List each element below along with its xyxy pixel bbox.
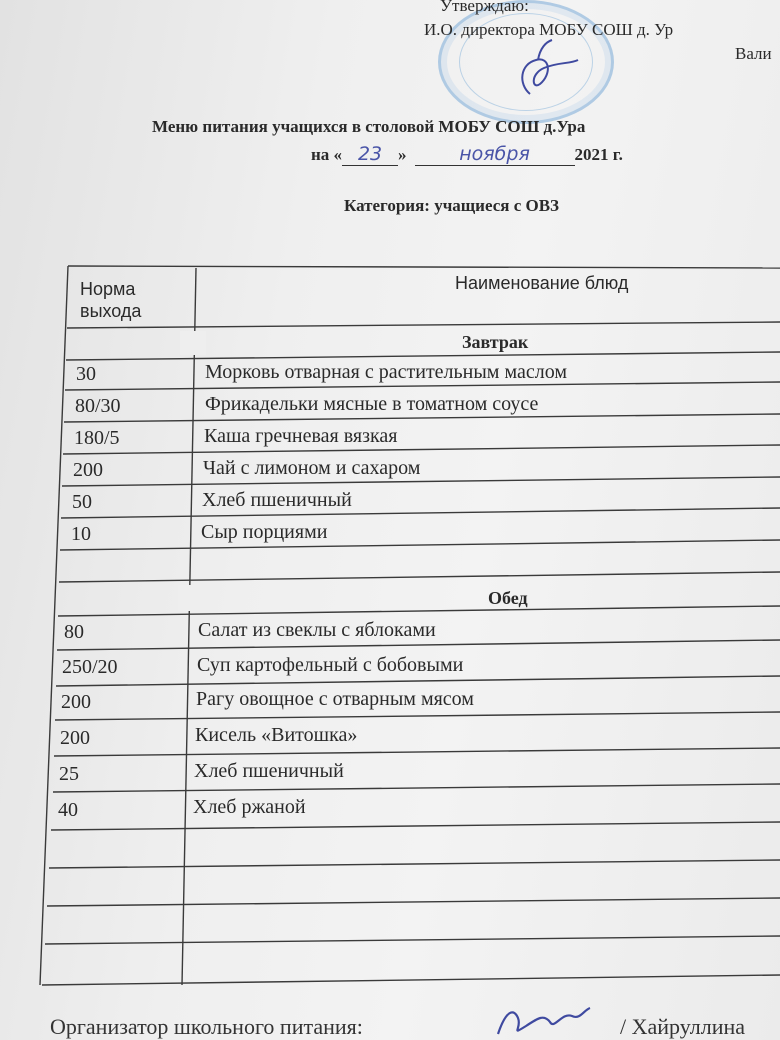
date-year: 2021 г. — [574, 145, 623, 164]
norm-cell: 50 — [72, 491, 92, 513]
dish-cell: Фрикадельки мясные в томатном соусе — [205, 393, 539, 415]
organizer-name: / Хайруллина — [620, 1014, 746, 1039]
menu-date: на « 23 » ноября 2021 г. — [311, 143, 623, 165]
dish-cell: Хлеб ржаной — [193, 796, 306, 818]
dish-cell: Хлеб пшеничный — [202, 489, 352, 511]
dish-cell: Суп картофельный с бобовыми — [197, 654, 464, 676]
norm-cell: 200 — [60, 727, 90, 749]
organizer-signature — [492, 1004, 592, 1040]
norm-cell: 80 — [64, 621, 84, 643]
dish-cell: Морковь отварная с растительным маслом — [205, 361, 567, 383]
footer-label: Организатор школьного питания: — [50, 1014, 363, 1039]
norm-cell: 180/5 — [74, 427, 120, 449]
approval-position: И.О. директора МОБУ СОШ д. Ур — [424, 20, 674, 39]
norm-cell: 25 — [59, 763, 79, 785]
section-breakfast: Завтрак — [462, 332, 529, 352]
dish-cell: Кисель «Витошка» — [195, 724, 358, 746]
norm-cell: 10 — [71, 523, 91, 545]
norm-cell: 250/20 — [62, 656, 118, 678]
dish-cell: Чай с лимоном и сахаром — [203, 457, 421, 479]
dish-cell: Салат из свеклы с яблоками — [198, 619, 436, 641]
norm-cell: 40 — [58, 799, 78, 821]
dish-cell: Хлеб пшеничный — [194, 760, 344, 782]
header-norm: Норма выхода — [80, 279, 142, 321]
approval-label: Утверждаю: — [440, 0, 529, 15]
norm-cell: 80/30 — [75, 395, 121, 417]
section-lunch: Обед — [488, 588, 528, 608]
dish-cell: Сыр порциями — [201, 521, 328, 543]
dish-cell: Каша гречневая вязкая — [204, 425, 398, 447]
menu-title: Меню питания учащихся в столовой МОБУ СОШ д.Ура — [152, 117, 586, 136]
dish-cell: Рагу овощное с отварным мясом — [196, 688, 474, 710]
norm-cell: 200 — [73, 459, 103, 481]
norm-cell: 200 — [61, 691, 91, 713]
menu-category: Категория: учащиеся с ОВЗ — [344, 196, 560, 215]
norm-cell: 30 — [76, 363, 96, 385]
date-day: 23 — [342, 143, 398, 166]
approval-name: Вали — [735, 44, 772, 63]
header-dish: Наименование блюд — [455, 273, 629, 293]
date-month: ноября — [415, 143, 575, 166]
